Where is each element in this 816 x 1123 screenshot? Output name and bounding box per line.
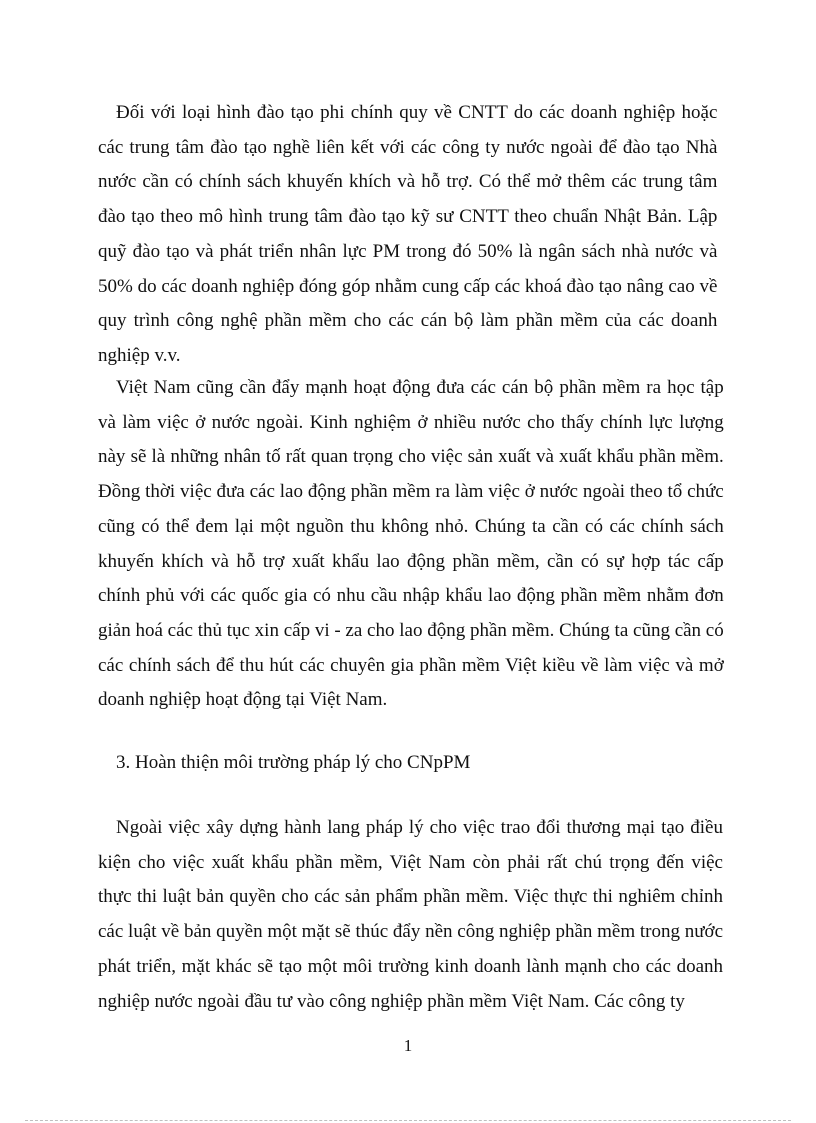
text-line: chính phủ với các quốc gia có nhu cầu nhập khẩu lao động phần mềm nhằm đơn [98,585,724,607]
text-line: quỹ đào tạo và phát triển nhân lực PM trong đó 50% là ngân sách nhà nước và [98,240,718,262]
text-line: Ngoài việc xây dựng hành lang pháp lý cho việc trao đổi thương mại tạo điều [116,817,723,838]
text-line: 50% do các doanh nghiệp đóng góp nhằm cung cấp các khoá đào tạo nâng cao về [98,275,718,297]
text-line: kiện cho việc xuất khẩu phần mềm, Việt Nam còn phải rất chú trọng đến việc [98,851,723,873]
text-line: phát triển, mặt khác sẽ tạo một môi trường kinh doanh lành mạnh cho các doanh [98,955,723,977]
text-line: Đồng thời việc đưa các lao động phần mềm ra làm việc ở nước ngoài theo tổ chức [98,481,724,503]
page-number: 1 [403,1036,413,1055]
page-divider [25,1120,791,1121]
text-line: các chính sách để thu hút các chuyên gia phần mềm Việt kiều về làm việc và mở [98,654,724,676]
text-line: các trung tâm đào tạo nghề liên kết với các công ty nước ngoài để đào tạo Nhà [98,136,718,158]
text-line: Đối với loại hình đào tạo phi chính quy về CNTT do các doanh nghiệp hoặc [116,102,718,123]
text-line: nghiệp nước ngoài đầu tư vào công nghiệp phần mềm Việt Nam. Các công ty [98,990,685,1012]
text-line: nghiệp v.v. [98,344,181,366]
paragraph-training-policy [98,96,717,374]
text-line: doanh nghiệp hoạt động tại Việt Nam. [98,689,388,711]
text-line: này sẽ là những nhân tố rất quan trọng cho việc sản xuất và xuất khẩu phần mềm. [98,446,724,468]
text-line: quy trình công nghệ phần mềm cho các cán bộ làm phần mềm của các doanh [98,310,718,332]
text-line: đào tạo theo mô hình trung tâm đào tạo kỹ sư CNTT theo chuẩn Nhật Bản. Lập [98,206,718,228]
text-line: Việt Nam cũng cần đẩy mạnh hoạt động đưa các cán bộ phần mềm ra học tập [116,377,724,398]
text-line: nước cần có chính sách khuyến khích và hỗ trợ. Có thể mở thêm các trung tâm [98,171,718,193]
section-heading: 3. Hoàn thiện môi trường pháp lý cho CNpPM [116,752,471,773]
text-line: các luật về bản quyền một mặt sẽ thúc đẩy nền công nghiệp phần mềm trong nước [98,921,723,943]
text-line: giản hoá các thủ tục xin cấp vi - za cho lao động phần mềm. Chúng ta cũng cần có [98,619,724,641]
text-line: và làm việc ở nước ngoài. Kinh nghiệm ở nhiều nước cho thấy chính lực lượng [98,411,724,433]
text-line: cũng có thể đem lại một nguồn thu không nhỏ. Chúng ta cần có các chính sách [98,515,724,537]
text-line: thực thi luật bản quyền cho các sản phẩm phần mềm. Việc thực thi nghiêm chỉnh [98,886,723,908]
paragraph-legal-environment [98,811,723,1019]
paragraph-labor-export [98,371,724,718]
text-line: khuyến khích và hỗ trợ xuất khẩu lao động phần mềm, cần có sự hợp tác cấp [98,550,724,572]
